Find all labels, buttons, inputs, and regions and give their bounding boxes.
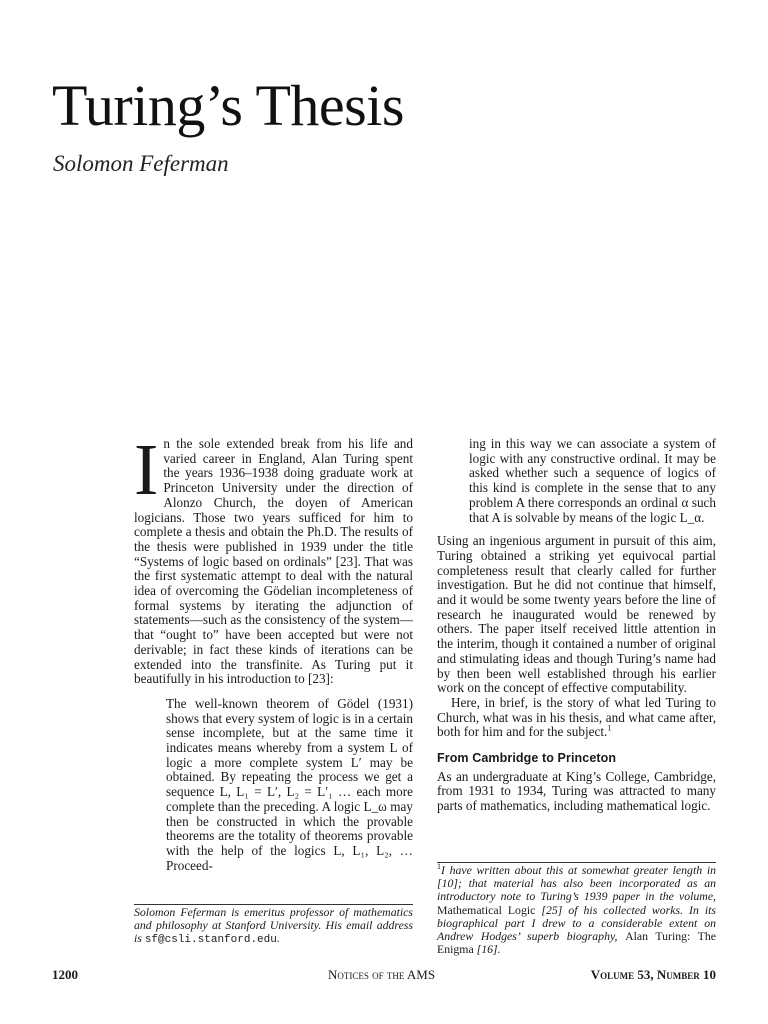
author-name: Solomon Feferman (53, 151, 229, 176)
email-link[interactable]: sf@csli.stanford.edu (144, 934, 277, 947)
footnote-text-b: [25] of his collected works. In its biographical part I drew to a considerable extent on Andrew Hodges’ superb biography, (437, 902, 716, 944)
article-title: Turing’s Thesis (52, 73, 404, 138)
footnote-text-a: I have written about this at somewhat greater length in [10]; that material has also been incorporated as an introductory note to Turing’s 1939 paper in the volume, (437, 863, 716, 904)
turing-quote-continued: ing in this way we can associate a system of logic with any constructive ordinal. It may be asked whether such a sequence of logics of this kind is complete in the sense that to any problem A there corresponds an ordinal α such that A is solvable by means of the logic L_α. (469, 436, 716, 525)
intro-text: n the sole extended break from his life and varied career in England, Alan Turing spent the years 1936–1938 doing graduate work at Princeton University under the direction of Alonzo Church, the doyen of American logicians. Those two years sufficed for him to complete a thesis and obtain the Ph.D. The results of the thesis were published in 1939 under the title “Systems of logic based on ordinals” [23]. That was the first systematic attempt to deal with the natural idea of overcoming the Gödelian incompleteness of formal systems by iterating the adjunction of statements—such as the consistency of the system—that “ought to” have been accepted but were not derivable; in fact these kinds of iterations can be extended into the transfinite. As Turing put it beautifully in his introduction to [23]: (134, 436, 413, 687)
footnote-ref[interactable]: 1 (607, 723, 612, 733)
intro-paragraph (134, 429, 413, 687)
drop-cap: I (134, 429, 159, 510)
paragraph-2 (437, 696, 716, 740)
journal-name: Notices of the AMS (328, 967, 436, 982)
footnote (437, 864, 716, 956)
page-number: 1200 (52, 967, 78, 982)
turing-quote: The well-known theorem of Gödel (1931) shows that every system of logic is in a certain sense incomplete, but at the same time it indicates means whereby from a system L of logic a more complete system L′ may be obtained. By repeating the process we get a sequence L, L₁ = L′, L₂ = L′₁ … each more complete than the preceding. A logic L_ω may then be constructed in which the provable theorems are the totality of theorems provable with the help of the logics L, L₁, L₂, … Proceed- (166, 695, 413, 873)
paragraph-3: As an undergraduate at King’s College, Cambridge, from 1931 to 1934, Turing was attracted to many parts of mathematics, including mathematical logic. (437, 768, 716, 814)
volume-info: Volume 53, Number 10 (590, 967, 716, 982)
footnote-text-c: [16]. (473, 942, 501, 957)
left-column (134, 429, 413, 873)
paragraph-2-text: Here, in brief, is the story of what led Turing to Church, what was in his thesis, and what came after, both for him and for the subject. (437, 694, 716, 740)
bio-end: . (276, 931, 280, 946)
paragraph-1: Using an ingenious argument in pursuit of this aim, Turing obtained a striking yet equivocal partial completeness result that clearly called for further investigation. But he did not continue that himself, and it would be some twenty years before the line of research he inaugurated would be renewed by others. The paper itself received little attention in the interim, though it contained a number of original and stimulating ideas and though Turing’s name had by then been well established through his earlier work on the concept of effective computability. (437, 533, 716, 696)
bio-text: Solomon Feferman is emeritus professor of mathematics and philosophy at Stanford University. His email address is (134, 905, 413, 946)
footnote-marker: 1 (437, 862, 441, 872)
right-column (437, 437, 716, 814)
section-heading: From Cambridge to Princeton (437, 751, 617, 766)
author-bio (134, 906, 413, 948)
footnote-book-title: Mathematical Logic (437, 902, 536, 917)
footnote-biography-title: Alan Turing: The Enigma (437, 929, 716, 957)
